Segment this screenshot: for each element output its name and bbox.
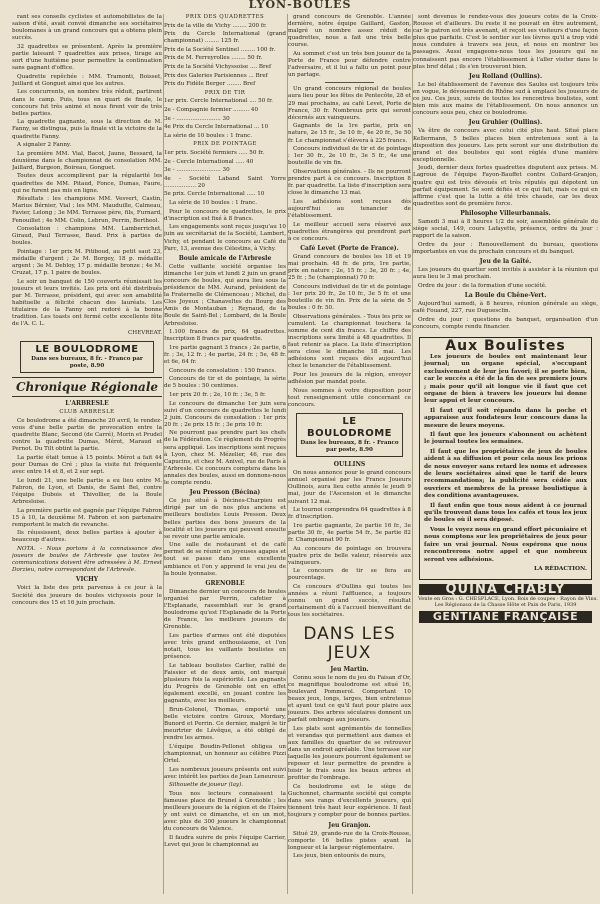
heading: Philosophe Villeurbannais.: [460, 209, 551, 217]
paragraph: Dimanche dernier un concours de boules organisé par Perrin, cafetier à l'Esplanade, rassemblait sur le grand boulodrome qu'est l'Esplanade de la Porte de France, les meilleurs joueurs de Grenoble.: [164, 588, 286, 631]
box-title: Aux Boulistes: [445, 337, 566, 354]
prize-line: 4e - Société Laband Saint Yorre .................. 20: [164, 175, 286, 189]
paragraph: Consolation : champions MM. Lamberrichet, Giraud, Paul Terrasse, Baud. Prix à parties de boules.: [12, 226, 162, 247]
prize-list: [164, 98, 286, 139]
prize-line: Prix du Cercle International (grand championnat) ........ 125 fr.: [164, 31, 286, 45]
heading: PRIX DES QUADRETTES: [185, 14, 265, 20]
paragraph: 1.100 francs de prix, 64 quadrettes. Inscription 8 francs par quadrette.: [164, 329, 286, 343]
paragraph: Il faut que les propriétaires de jeux de boules aident à sa diffusion et pour cela nous les prions de nous envoyer sans retard les noms et adresses de leurs sociétaires ainsi que le tarif de leurs recommandations; la publicité sera cédée aux ouvriers et membres de la presse boulistique à des conditions avantageuses.: [424, 448, 587, 500]
heading: PRIX DE POINTAGE: [193, 141, 257, 148]
paragraph: 1re partie gagnante, 2e partie 16 fr., 3e partie 30 fr., 4e partie 54 fr., 5e partie 82 fr. Championnat 90 fr.: [288, 522, 411, 543]
paragraph: Cette vaillante société organise les dimanche 1er juin et lundi 2 juin un grand concours de boules, qui aura lieu sous la présidence de MM. Aurand, président de la Fraternelle de Clémenceau ; Michel, du Clos Joyeux ; Chanaveltes du Bourg des Amis de Montauban ; Reynaud, de la Boule de Saint-Bel ; Lombard, de la Boule Arbresloise.: [164, 263, 286, 327]
paragraph: Les jeux, bien entourés de murs,: [293, 853, 386, 860]
paragraph: Les joueurs de boules ont maintenant leur journal; un organe spécial, s'occupant exclusivement de leur jeu favori; il se porte bien, car le succès a été de la fin de ses premiers jours ; mais pour qu'il ait longue vie il faut que cet organe de bien à travers les joueurs lui donne leur appui et leur concours.: [424, 353, 587, 405]
paragraph: Les parties d'armes ont été disputées avec très grand enthousiasme, et l'on notait, tous les vaillants boulistes en présence.: [164, 632, 286, 661]
paragraph: Ne pourront pas prendre part les chefs de la Fédération. Ce règlement du Progrès sera appliqué. Les inscriptions sont reçues à Lyon, chez M. Mézelier, 46, rue des Capucins, et chez M. Anivel, rue de Paris à l'Arbresle. Ce concours comptera dans les annales des boules, aussi en donnons-nous le compte rendu.: [164, 430, 286, 487]
paragraph: La série de 10 boules : 1 franc.: [169, 200, 258, 207]
paragraph: 1er prix 20 fr. ; 2e, 10 fr. ; 3e, 5 fr.: [169, 391, 266, 398]
paragraph: Le bel établissement de l'avenue des Saules est toujours très en vogue, le dévouement du Rhône sud à emplacé les joueurs de ce jeu. Ces jeux, suivis de toutes les rencontres boulistes, sont bien mis aux mains de l'établissement. On nous annonce un concours sous peu, chez ce boulodrome.: [413, 81, 598, 117]
paragraph: Il faut que les joueurs s'abonnent ou achètent le journal toutes les semaines.: [424, 432, 587, 446]
ad-subtitle: Dans les bureaux, 8 fr. - Franco par poste, 8.90: [300, 439, 399, 453]
signature: LA RÉDACTION.: [534, 565, 587, 572]
paragraph: Connu sous le nom du jeu du Faisan d'Or, ce magnifique boulodrome est situé 16, boulevard Pommerol. Comportant 10 beaux jeux, longs, larges, bien entretenus et ayant tout ce qu'il faut pour plaire aux joueurs. Des arbres séculaires donnent un parfait ombrage aux joueurs.: [288, 674, 411, 724]
heading: Jeu de la Gaîté.: [479, 258, 532, 265]
paragraph: Pour le concours de quadrettes, le prix d'inscription est fixé à 8 francs.: [164, 208, 286, 222]
heading: OULLINS: [333, 461, 366, 469]
heading: Jeu Rolland (Oullins).: [468, 72, 543, 80]
paragraph: Le concours de dimanche 1er juin sera suivi d'un concours de quadrettes le lundi 2 juin. Concours de consolation : 1er prix 20 fr. ; 2e prix 15 fr. ; 3e prix 10 fr.: [164, 400, 286, 428]
column-3: [288, 14, 411, 894]
paragraph: Tous nos lecteurs connaissent la fameuse place de Brunel à Grenoble ; les meilleurs joueurs de la région et de l'Isère y ont suivi ce dimanche, et en un mot, avec plus de 300 joueurs le championnat du concours de Valence.: [164, 790, 286, 833]
paragraph: Pointage : 1er prix M. Pitiboud, au petit saut 23, médaille d'argent ; 2e M. Borgey, 18 p. médaille argent ; 3e M. Debloy, 17 p. médaille bronze ; 4e M. Cruzat, 17 p. 1 paire de boules.: [12, 248, 162, 277]
paragraph: Concours individuel de tir et de pointage : 1er prix 20 fr., 2e 10 fr., 3e 5 fr. et une bouteille de vin fin. Prix de la série de 5 boules : 0 fr. 50.: [288, 283, 411, 312]
heading: VICHY: [75, 576, 99, 584]
ad-subtitle: Dans ses bureaux, 8 fr. - Franco par poste, 8.90: [31, 356, 143, 370]
column-2: [164, 14, 286, 894]
paragraph: Une salle de restaurant et de café permet de se réunir en joyeuses agapes et tout se passe dans une excellente ambiance et l'on y apprend le vrai jeu de la boule lyonnaise.: [164, 542, 286, 577]
column-4: [413, 14, 598, 894]
paragraph: Le soir un banquet de 150 couverts réunissait les joueurs et leurs invités. Les prix ont été distribués par M. Terrasse, président, qui avec son amabilité habituelle a félicité chacun des lauréats. Les titulaires de la Fanny ont redoré à la bonne tradition. Les toasts ont fermé cette excellente fête de l'A. C. L.: [12, 278, 162, 328]
prize-line: 2e - Cercle International ..... 40: [164, 158, 254, 165]
paragraph: Les plats sont agrémentés de tonnelles et verandas qui permettent aux dames et aux familles du quartier de se retrouver dans un endroit agréable. Une terrasse sur laquelle les joueurs pourront également se reposer et leur permettre de prendre à loisir le frais sous les beaux arbres et profiter de l'ombrage.: [288, 725, 411, 782]
paragraph: Jeudi, dernier deux fortes quadrettes disputent aux prises. M. Lagroue de l'équipe Fayon-Bauffet contre Collard-Granjon, quatre qui est très dévoués et très réputés qui dépotent un parfait équipement. Se sont défiés et ce qui fait, mais ce qui en affirme c'est que la lutte a été très chaude, car les deux quadrettes sont de première force.: [413, 165, 598, 207]
paragraph: Ce boulodrome a été dimanche 20 avril, le rendez-vous d'une belle partie de provocation entre la quadrette Blanc, Second (de Carré), Morin et Prudel contre la quadrette Dumas, Mérot, Maraud et Pernot. Du Tilt obtint la partie.: [12, 417, 162, 453]
paragraph: Brun-Colonel, Thomas, emporté une belle victoire contre Giroux, Mordary, Bunord et Perrin. Ce dernier, malgré le tir meurtrier de Lévêque, a été obligé de rendre les armes.: [164, 706, 286, 742]
prize-line: Prix du Fidèle Berger ........ Bref: [164, 81, 256, 88]
paragraph: Ordre du jour : Renouvellement du bureau, questions importantes en vue du prochain concours et du banquet.: [413, 241, 598, 255]
heading: L'ARBRESLE: [65, 400, 109, 408]
paragraph: On nous annonce pour le grand concours annuel organisé par les Francs Joueurs Oullinois, aura lieu cette année le jeudi 9 mai, jour de l'Ascension et le dimanche suivant 12 mai.: [288, 470, 411, 505]
paragraph: Le meilleur accueil sera réservé aux quadrettes étrangères qui prendront part à ce concours.: [288, 221, 411, 242]
prize-line: 3e - ......................... 30: [164, 167, 230, 174]
paragraph: Grand concours de boules les 18 et 19 mai prochain. 48 fr. de prix, 1re partie, prix en nature ; 2e, 15 fr. ; 3e, 20 fr. ; 4e, 25 fr. ; 5e (championnat) 70 fr.: [288, 253, 411, 282]
prize-line: 2e - Compagnie fermier ......... 40: [164, 107, 259, 114]
paragraph: Les adhésions sont reçues dès aujourd'hui au tenancier de l'établissement.: [288, 198, 411, 219]
ad-title: LE BOULODROME: [306, 415, 393, 439]
quina-chably-ad: QUINA CHABLY: [419, 584, 592, 595]
heading: GRENOBLE: [205, 579, 245, 587]
paragraph: Quadrette repêchée : MM. Tramonti, Boisset, Juillard et Gonguet ainsi que les autres.: [12, 73, 162, 87]
section-title: DANS LES JEUX: [303, 623, 396, 663]
masthead: LYON-BOULES: [248, 0, 352, 10]
paragraph: Silhouette de joueur (lay).: [169, 782, 244, 789]
heading: PRIX DE TIR: [204, 89, 246, 96]
paragraph: Ce jeu situé à Décines-Charpieu est dirigé par un de nos plus anciens et meilleurs boulistes Louis Presson. Deux belles parties des bons joueurs de la localité et les joueurs qui peuvent ensuite se revoir une partie amicale.: [164, 498, 286, 540]
aux-boulistes-box: [419, 337, 592, 580]
heading: Jeu Presson (Bécina): [189, 489, 261, 497]
paragraph: Concours de tir et de pointage, la série de 5 boules : 50 centimes.: [164, 376, 286, 390]
paragraph: Ordre du jour : de la formation d'une société.: [418, 282, 547, 289]
paragraph: Situé 29, grande-rue de la Croix-Rousse, comporte 16 belles pistes ayant la longueur et la largeur réglementaire.: [288, 830, 411, 851]
paragraph: Vous le voyez nous en grand effort pécuniaire et nous comptons sur les propriétaires de jeux pour faire un vrai journal. Nous espérons que nous rencontrerons notre appel et que nombreux seront vos adhésions.: [424, 526, 587, 563]
section-title: Chronique Régionale: [12, 377, 162, 397]
heading: Boule amicale de l'Arbresle: [178, 254, 272, 262]
paragraph: Un grand concours régional de boules aura lieu pour les fêtes de Pentecôte, 28 et 29 mai prochains, au café Levet, Porte de France, 30 fr. Nombreux prix qui seront décernés aux vainqueurs.: [288, 86, 411, 121]
paragraph: Les nombreux joueurs présents ont suivi avec intérêt les parties de Jean Leneureur.: [164, 766, 286, 780]
paragraph: Observations générales. - Ils ne pourront prendre part à ce concours. Inscription 8 fr. par quadrette. La liste d'inscription sera close le dimanche 13 mai.: [288, 168, 411, 197]
heading: Café Levet (Porte de France).: [300, 244, 399, 252]
prize-list: [164, 150, 286, 199]
paragraph: Le lundi 21, une belle partie a eu lieu entre M. Fabron, de Lyon, et Danis, de Saint Bel, contre l'équipe Dubois et Thivollier, de la Boule Arbresloise.: [12, 477, 162, 505]
paragraph: Les joueurs du quartier sont invités à assister à la réunion qui aura lieu le 3 mai prochain.: [413, 267, 598, 281]
gentiane-ad: GENTIANE FRANÇAISE: [419, 611, 592, 622]
prize-line: 5e prix. Cercle International ..... 10: [164, 191, 265, 198]
prize-line: Prix de la ville de Vichy ........ 200 fr.: [164, 22, 267, 29]
paragraph: Il faut qu'il soit répandu dans la poche et apparaisse aux fondateurs leur concours dans la mesure de leurs moyens.: [424, 407, 587, 429]
paragraph: 32 quadrettes se présentent. Après la première partie laissant 7 quadrettes aux prises, tirage au sort d'une huitième pour permettre la continuation sans gagnant d'office.: [12, 43, 162, 72]
paragraph: Le tournoi comprendra 64 quadrettes à 8 fr. d'inscription.: [288, 507, 411, 521]
heading: Jeu Gruhier (Oullins).: [468, 119, 543, 127]
paragraph: Aujourd'hui samedi, à 8 heures, réunion générale au siège, café Fouand, 227, rue Duguesclin.: [413, 300, 598, 315]
prize-line: 4e Prix du Cercle International ... 10: [164, 124, 269, 131]
paragraph: Gagnants de la 1re partie, prix en nature, 2e 15 fr., 3e 10 fr., 4e 20 fr., 5e 50 fr. Le championnat s'élèvera à 225 francs.: [288, 123, 411, 144]
heading: Jeu Granjon.: [328, 821, 371, 829]
prize-list: [164, 23, 286, 89]
divider: [325, 82, 374, 83]
prize-line: 1er prix. Cercle International .... 50 fr.: [164, 98, 273, 105]
paragraph: Il faudra suivre de près l'équipe Carrier, Levet qui joue le championnat au: [164, 834, 286, 849]
column-1: [12, 14, 162, 894]
prize-line: Prix de la Société Sentinel ........ 100 fr.: [164, 46, 276, 53]
paragraph: grand concours de Grenoble. L'année dernière, notre équipe Gaillard, Gaston, malgré un nombre assez réduit de quadrettes, nous a fait une très belle course.: [288, 14, 411, 49]
paragraph: Le tableau boulistes Carlier, rallié de Faissier et de deux amis, ont marqué plusieurs fois la supériorité. Les gagnants du Progrès de Grenoble ont en effet également excellé, en jouant contre les gagnants, avec les meilleurs.: [164, 662, 286, 705]
prize-line: Prix des Galeries Parisiennes ... Bref: [164, 72, 268, 79]
prize-line: Prix de la Société Vichyssoise .... Bref: [164, 64, 272, 71]
paragraph: Ordre du jour : questions du banquet, organisation d'un concours, compte rendu financier.: [413, 316, 598, 330]
paragraph: rant ses conseils cyclistes et automobilistes de la saison d'été, avait convié dimanche ses sociétaires boulomanes à un grand concours qui a obtenu plein succès.: [12, 14, 162, 42]
heading: La Boule du Chêne-Vert.: [464, 291, 547, 299]
nota: NOTA. - Nous portons à la connaissance des joueurs de boules de l'Arbresle que toutes les communications doivent être adressées à M. Ernest Dorzieu, notre correspondant de l'Arbresle.: [12, 546, 162, 574]
paragraph: La partie était tenue à 15 points. Mérot a fait 44 pour Dumas de Cré ; plus la visite fut fréquente avec entre 14 et 8, et 2 sur sept.: [12, 454, 162, 476]
prize-line: La série de 10 boules : 1 franc.: [164, 132, 253, 139]
paragraph: La quadrette gagnante, sous la direction de M. Fanny, se distingua, puis la finale vit la victoire de la quadrette Fanny.: [12, 119, 162, 140]
paragraph: Il faut enfin que tous nous aident à ce journal qu'ils trouvent dans tous les cafés et tous les jeux de boules où il sera déposé.: [424, 502, 587, 524]
paragraph: La première partie est gagnée par l'équipe Fabron 15 à 10, la deuxième M. Fabron et son partenaire remportent le match de revanche.: [12, 507, 162, 528]
subheading: CLUB ARBRESLE: [59, 409, 115, 416]
prize-line: 3e - ......................... 30: [164, 115, 230, 122]
paragraph: La première MM. Vial, Bacot, Jaune, Bessard, la deuxième dans le championnat de consolation MM. Jaillard, Burgeon, Boireau, Gonguet.: [12, 150, 162, 171]
paragraph: Résultats : les champions MM. Vesvert, Castin, Marius Bérnier, Vial ; les MM. Mauduille, Calmeau, Favier, Lelong ; 3e MM. Terrasse père, fils, Furnard, Fenouillet ; 4e MM. Colin, Lebrun, Perrin, Bertheol.: [12, 196, 162, 224]
paragraph: Concours individuel de tir et de pointage : 1er 30 fr., 2e 10 fr., 3e 5 fr., 4e une bouteille de vin fin.: [288, 146, 411, 167]
signature: CHEVREAT.: [128, 329, 162, 336]
paragraph: sont devenus le rendez-vous des joueurs cotés de la Croix-Rousse et d'ailleurs. Du reste il ne pouvait en être autrement, car le patron est très avenant, et reçoit ses visiteurs d'une façon plus que parfaite. C'est le sentier sur les lèvres qu'il a trop vidé nous conduire à travers ses jeux, et nous en montrer les passages. Aussi engageons-nous tous les joueurs qui ne connaissent pas encore l'établissement à l'aller visiter dans le plus bref délai ; ils s'en trouveront bien.: [413, 14, 598, 70]
paragraph: 1re partie gagnant 3 francs ; 2e partie, 6 fr. ; 3e, 12 fr. ; 4e partie, 24 fr. ; 5e, 48 fr. et 6e, 64 fr.: [164, 344, 286, 366]
prize-line: 1er prix. Société fermiers ..... 50 fr.: [164, 150, 265, 156]
paragraph: A signaler 2 Fanny.: [17, 142, 72, 149]
paragraph: Va être de concours avec celui cité plus haut. Situé place Kellermann, 5 belles places bien entretenues sont à la disposition des joueurs. Les prix seront sur une distribution du grand et des boulistes qui sont réglés d'une manière exceptionnelle.: [413, 128, 598, 163]
paragraph: L'équipe Boudin-Pellonet obligea un championnat, un honneur au célèbre Pizzi Ortel.: [164, 743, 286, 764]
paragraph: Pour les joueurs de la région, envoyer adhésion par mandat poste.: [288, 371, 411, 385]
paragraph: Les engagements sont reçus jusqu'au 10 juin au secrétariat de la Société, Lambert, Vichy, et pendant le concours au Café du Parc, 13, avenue des Célestins, à Vichy.: [164, 224, 286, 252]
paragraph: Au concours de pointage on trouvera quatre prix de belle valeur, réservés aux vainqueurs.: [288, 545, 411, 566]
heading: Jeu Martin.: [330, 665, 369, 673]
paragraph: Ils réussissent, deux belles parties à ajouter à beaucoup d'autres.: [12, 530, 162, 544]
prize-line: Prix de M. Ferreyrolles ........ 50 fr.: [164, 55, 263, 62]
boulodrome-ad: [20, 341, 154, 373]
paragraph: Les concurrents, en nombre très réduit, partirent dans le camp. Puis, tous en quart de finale, le concours fut très animé et nous firent voir de très belles parties.: [12, 89, 162, 117]
ad-subtitle: Vente en Gros : G. CHESPLACE, Lyon. Bois de coupes - Rayon de Vins. Les Régionaux de la Chasse Hôte et Pain de Paris, 1939: [418, 596, 598, 609]
paragraph: Toutes deux accomplirent par la régularité les quadrettes de MM. Pitaud, Fonce, Dumas, Faure, qui ne furent pas mis en ligne.: [12, 173, 162, 194]
paragraph: Concours de consolation : 150 francs.: [169, 367, 277, 374]
paragraph: Observations générales. - Tous les prix se cumulent. Le championnat touchera la somme de cent dix francs. Le chiffre des inscriptions sera limité à 48 quadrettes. Il faut retenir sa place. La liste d'inscription sera close le dimanche 18 mai. Les adhésions sont reçues dès aujourd'hui chez le tenancier de l'établissement.: [288, 313, 411, 370]
paragraph: Nous sommes à votre disposition pour tout renseignement utile concernant ce concours.: [288, 387, 411, 408]
paragraph: Le concours de tir se fera au pourcentage.: [288, 568, 411, 582]
paragraph: Au sommet c'est un très bon joueur de la Porte de France pour défendre contre l'adversaire, et il lui a fallu un point pour un partage.: [288, 50, 411, 79]
paragraph: Voici la liste des prix parvenus à ce jour à la Société des joueurs de boules vichyssois pour le concours des 15 et 16 juin prochain.: [12, 585, 162, 606]
paragraph: Samedi 3 mai à 8 heures 1/2 du soir, assemblée générale du siège social, 149, cours Lafayette, présence, ordre du jour : rapport de la saison.: [413, 219, 598, 240]
paragraph: Ce boulodrome est le siège de Guchonnet, charmante société qui compte dans ses rangs d'excellents joueurs, qui tiennent très haut leur expérience. Il faut toujours y compter pour de bonnes parties.: [288, 784, 411, 819]
ad-title: LE BOULODROME: [35, 344, 139, 356]
boulodrome-ad: [296, 413, 403, 457]
paragraph: Ce concours d'Oullins qui toutes les années a réuni l'affluence, a toujours connu un grand succès, résultat certainement dû à l'accueil bienveillant de tous les sociétaires.: [288, 584, 411, 619]
